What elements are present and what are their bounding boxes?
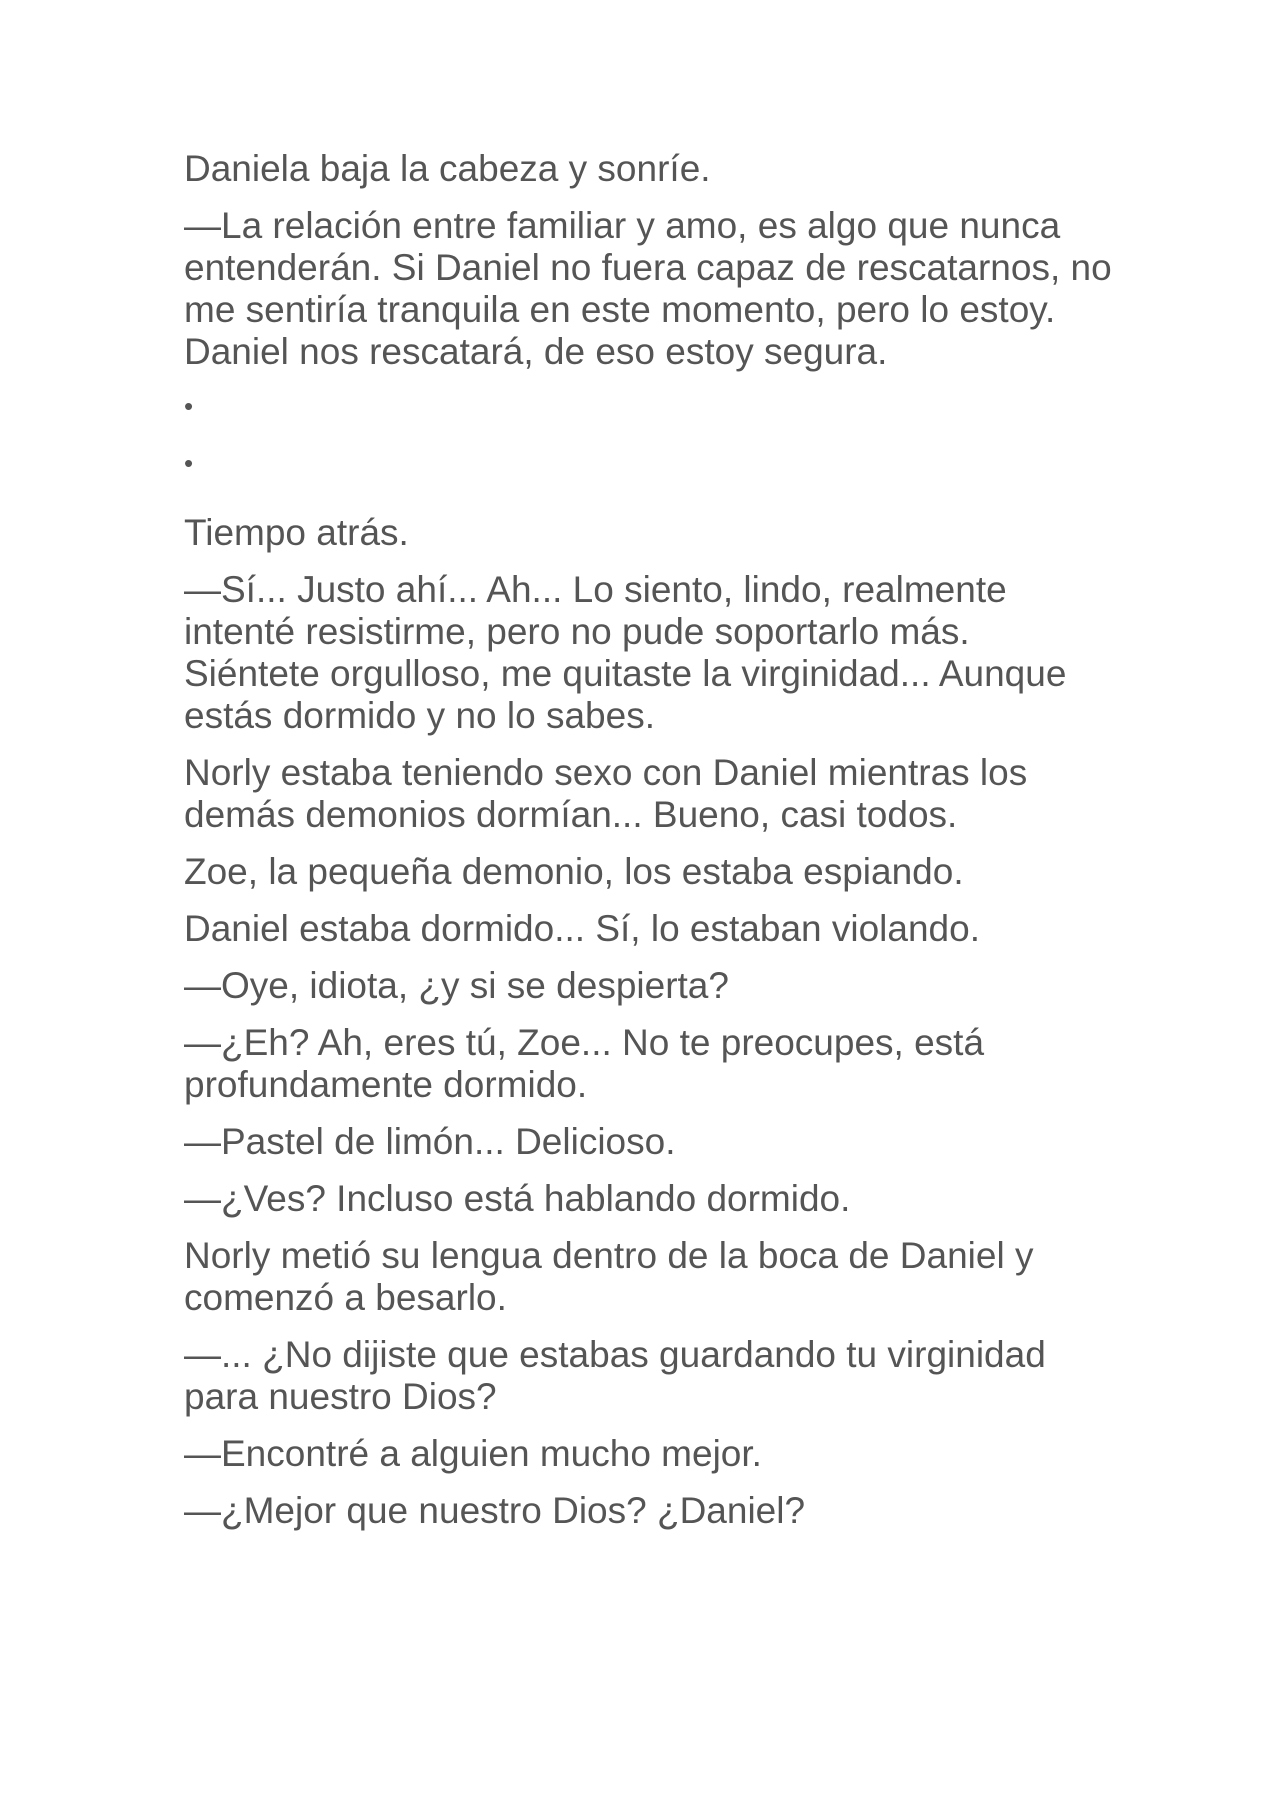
paragraph: —La relación entre familiar y amo, es algo que nunca entenderán. Si Daniel no fuera capaz de rescatarnos, no me sentiría tranquila en este momento, pero lo estoy. Daniel nos rescatará, de eso estoy segura. [184,205,1112,372]
scene-break-bullet [184,442,1114,484]
paragraph: Zoe, la pequeña demonio, los estaba espiando. [184,851,964,892]
bullet-glyph: • [184,448,194,478]
paragraph: —¿Ves? Incluso está hablando dormido. [184,1178,851,1219]
scene-break-bullet [184,385,1114,427]
paragraph: Norly estaba teniendo sexo con Daniel mientras los demás demonios dormían... Bueno, casi todos. [184,752,1028,835]
paragraph: —... ¿No dijiste que estabas guardando tu virginidad para nuestro Dios? [184,1334,1046,1417]
paragraph: Norly metió su lengua dentro de la boca de Daniel y comenzó a besarlo. [184,1235,1034,1318]
paragraph: Daniel estaba dormido... Sí, lo estaban violando. [184,908,980,949]
paragraph: —Oye, idiota, ¿y si se despierta? [184,965,729,1006]
paragraph: Daniela baja la cabeza y sonríe. [184,148,711,189]
paragraph: —Encontré a alguien mucho mejor. [184,1433,762,1474]
paragraph: —Sí... Justo ahí... Ah... Lo siento, lindo, realmente intenté resistirme, pero no pude soportarlo más. Siéntete orgulloso, me quitaste la virginidad... Aunque estás dormido y no lo sabes. [184,569,1067,736]
document-page [184,148,1114,1547]
paragraph: —¿Eh? Ah, eres tú, Zoe... No te preocupes, está profundamente dormido. [184,1022,985,1105]
paragraph: Tiempo atrás. [184,512,409,553]
paragraph: —¿Mejor que nuestro Dios? ¿Daniel? [184,1490,806,1531]
paragraph: —Pastel de limón... Delicioso. [184,1121,676,1162]
bullet-glyph: • [184,391,194,421]
